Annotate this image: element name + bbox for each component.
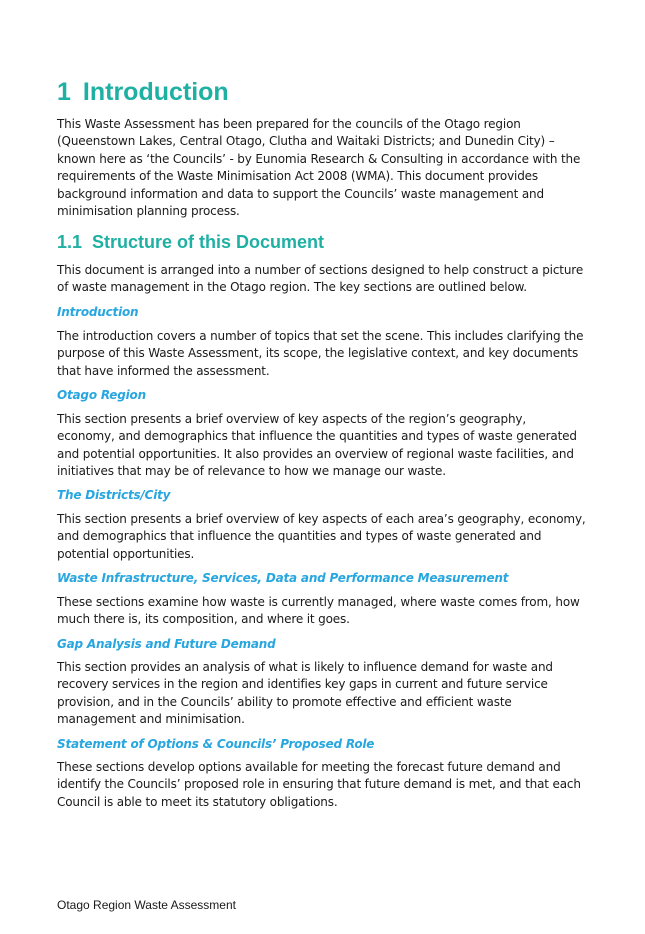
section-title: Structure of this Document xyxy=(92,232,325,252)
chapter-title: Introduction xyxy=(82,78,229,106)
subsection-text-gap-analysis: This section provides an analysis of what is likely to influence demand for waste and recovery services in the region and identifies key gaps in current and future service provision, and in the Councils’ ability to promote effective and efficient waste management and minimisation. xyxy=(57,660,553,727)
subsection-title-introduction: Introduction xyxy=(57,305,139,319)
subsection-text-districts-city: This section presents a brief overview of key aspects of each area’s geography, economy, and demographics that influence the quantities and types of waste generated and potential opportunities. xyxy=(57,512,586,561)
subsection-title-districts-city: The Districts/City xyxy=(57,488,171,502)
subsection-title-waste-infrastructure: Waste Infrastructure, Services, Data and Performance Measurement xyxy=(57,571,509,585)
page-footer: Otago Region Waste Assessment xyxy=(57,898,236,912)
chapter-number: 1 xyxy=(57,78,71,106)
subsection-title-statement-of-options: Statement of Options & Councils’ Proposed Role xyxy=(57,737,375,751)
chapter-heading xyxy=(57,77,229,107)
subsection-text-waste-infrastructure: These sections examine how waste is currently managed, where waste comes from, how much there is, its composition, and where it goes. xyxy=(57,595,580,627)
subsection-text-introduction: The introduction covers a number of topics that set the scene. This includes clarifying the purpose of this Waste Assessment, its scope, the legislative context, and key documents that have informed the assessment. xyxy=(57,329,584,378)
subsection-title-gap-analysis: Gap Analysis and Future Demand xyxy=(57,637,276,651)
subsection-text-otago-region: This section presents a brief overview of key aspects of the region’s geography, economy, and demographics that influence the quantities and types of waste generated and potential opportunities. It also provides an overview of regional waste facilities, and initiatives that may be of relevance to how we manage our waste. xyxy=(57,412,577,479)
section-number: 1.1 xyxy=(57,232,83,252)
section-heading xyxy=(57,231,324,253)
subsection-text-statement-of-options: These sections develop options available for meeting the forecast future demand and identify the Councils’ proposed role in ensuring that future demand is met, and that each Council is able to meet its statutory obligations. xyxy=(57,760,581,809)
intro-paragraph: This Waste Assessment has been prepared for the councils of the Otago region (Queenstown Lakes, Central Otago, Clutha and Waitaki Districts; and Dunedin City) – known here as ‘the Councils’ - by Eunomia Research & Consulting in accordance with the requirements of the Waste Minimisation Act 2008 (WMA). This document provides background information and data to support the Councils’ waste management and minimisation planning process. xyxy=(57,117,581,219)
section-paragraph: This document is arranged into a number of sections designed to help construct a picture of waste management in the Otago region. The key sections are outlined below. xyxy=(57,263,584,295)
subsection-title-otago-region: Otago Region xyxy=(57,388,146,402)
